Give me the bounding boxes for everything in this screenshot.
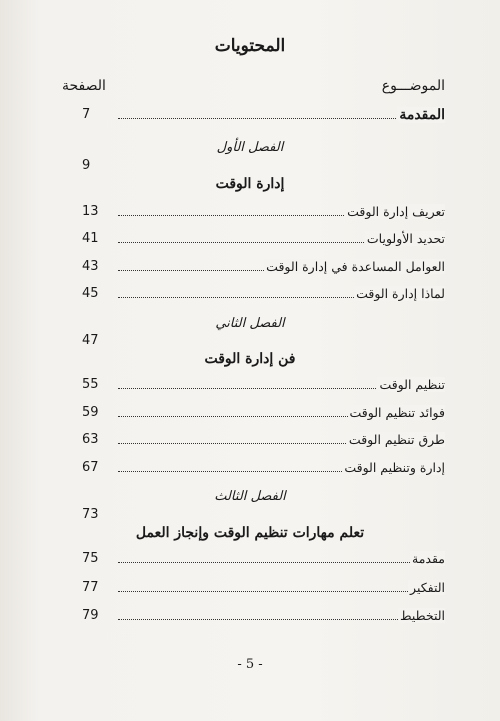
toc-entry — [0, 377, 500, 397]
toc-entry — [0, 432, 500, 452]
toc-entry-label: فوائد تنظيم الوقت — [349, 405, 445, 420]
toc-entry-label: تنظيم الوقت — [379, 377, 445, 392]
toc-entry — [0, 580, 500, 600]
chapter-3-title: تعلم مهارات تنظيم الوقت وإنجاز العمل — [135, 525, 365, 541]
dot-leader — [118, 118, 440, 119]
dot-leader — [118, 619, 440, 620]
toc-entry-page: 75 — [82, 551, 99, 566]
toc-entry-label: لماذا إدارة الوقت — [356, 286, 445, 301]
toc-entry-label: طرق تنظيم الوقت — [348, 432, 445, 447]
toc-entry-label: التخطيط — [399, 608, 445, 623]
toc-entry — [0, 405, 500, 425]
toc-entry-page: 7 — [82, 107, 91, 122]
toc-entry-page: 45 — [82, 286, 99, 301]
toc-entry-label: تعريف إدارة الوقت — [347, 204, 445, 219]
dot-leader — [118, 562, 440, 563]
toc-entry-page: 43 — [82, 259, 99, 274]
toc-entry-page: 63 — [82, 432, 99, 447]
toc-entry-page: 41 — [82, 231, 99, 246]
chapter-1-title: إدارة الوقت — [215, 176, 285, 192]
toc-entry-label: إدارة وتنظيم الوقت — [344, 460, 445, 475]
toc-entry — [0, 286, 500, 306]
toc-entry — [0, 204, 500, 224]
subject-column-header: الموضـــوع — [381, 78, 445, 94]
toc-entry-page: 79 — [82, 608, 99, 623]
toc-entry-label: التفكير — [410, 580, 445, 595]
toc-entry-label: مقدمة — [412, 551, 445, 566]
page-title: المحتويات — [214, 36, 286, 56]
toc-entry-page: 55 — [82, 377, 99, 392]
chapter-3-heading: الفصل الثالث — [214, 489, 286, 504]
toc-entry — [0, 231, 500, 251]
toc-entry-intro — [0, 107, 500, 127]
chapter-2-heading: الفصل الثاني — [215, 316, 285, 331]
page-number: - 5 - — [237, 657, 263, 672]
page-column-header: الصفحة — [62, 78, 106, 94]
toc-entry-page: 59 — [82, 405, 99, 420]
chapter-1-page: 9 — [82, 158, 91, 173]
toc-entry — [0, 259, 500, 279]
chapter-2-title: فن إدارة الوقت — [204, 351, 296, 367]
chapter-3-page: 73 — [82, 507, 99, 522]
chapter-2-page: 47 — [82, 333, 99, 348]
toc-entry-label: العوامل المساعدة في إدارة الوقت — [266, 259, 445, 274]
toc-entry-label: المقدمة — [399, 107, 445, 123]
toc-entry — [0, 608, 500, 628]
toc-entry — [0, 460, 500, 480]
toc-entry-page: 67 — [82, 460, 99, 475]
toc-entry-label: تحديد الأولويات — [366, 231, 445, 246]
toc-entry-page: 13 — [82, 204, 99, 219]
toc-entry — [0, 551, 500, 571]
dot-leader — [118, 591, 440, 592]
toc-entry-page: 77 — [82, 580, 99, 595]
chapter-1-heading: الفصل الأول — [216, 140, 284, 155]
